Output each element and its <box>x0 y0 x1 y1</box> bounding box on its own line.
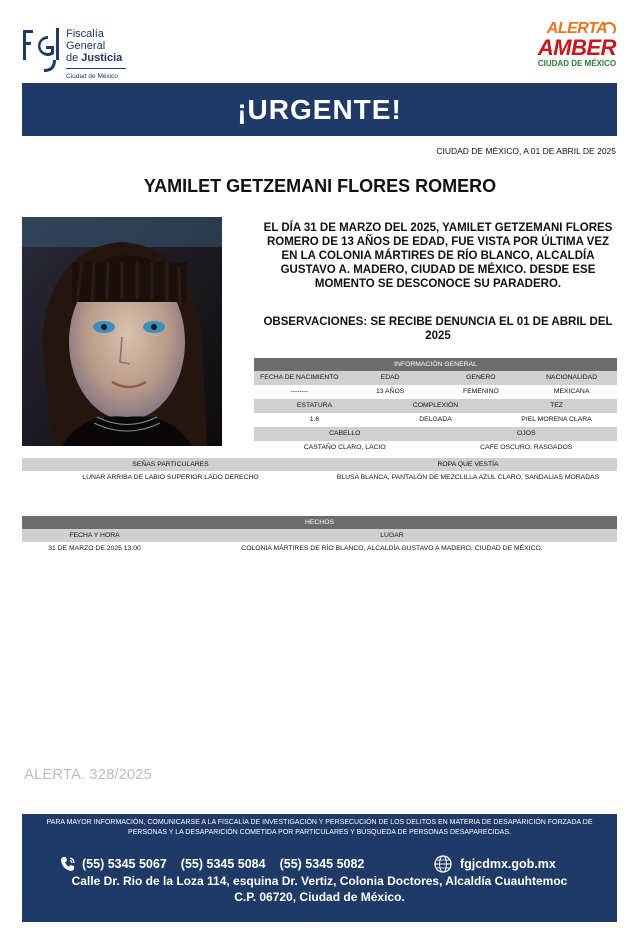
fgj-line1: Fiscalía <box>66 28 104 40</box>
marks-header: SEÑAS PARTICULARES <box>132 461 209 468</box>
amber-line3: CIUDAD DE MÉXICO <box>537 59 617 68</box>
table-row <box>254 427 617 441</box>
phone-icon <box>60 856 76 872</box>
skin-value: PIEL MORENA CLARA <box>521 416 592 423</box>
phone-3[interactable]: (55) 5345 5082 <box>279 857 365 871</box>
hair-header: CABELLO <box>329 430 361 437</box>
fgj-emblem-icon <box>22 26 62 76</box>
datetime-value: 31 DE MARZO DE 2025 13:00 <box>48 545 141 552</box>
birth-date-header: FECHA DE NACIMIENTO <box>260 374 339 381</box>
table-row <box>22 529 617 542</box>
missing-person-name: YAMILET GETZEMANI FLORES ROMERO <box>143 176 497 196</box>
hair-value: CASTAÑO CLARO, LACIO <box>303 444 386 451</box>
eyes-value: CAFE OSCURO, RASGADOS <box>480 444 573 451</box>
facts-table <box>22 516 617 555</box>
gender-header: GENERO <box>466 374 496 381</box>
contact-footer <box>22 814 617 922</box>
globe-icon <box>434 855 452 873</box>
age-header: EDAD <box>380 374 400 381</box>
phone-1[interactable]: (55) 5345 5067 <box>82 857 167 871</box>
banner-title: ¡URGENTE! <box>237 93 402 125</box>
footer-note: PARA MAYOR INFORMACIÓN, COMUNICARSE A LA FISCALÍA DE INVESTIGACIÓN Y PERSECUCIÓN DE LOS DELITOS EN MATERIA DE DESAPARICIÓN FORZADA DE PERSONAS Y LA DESAPARICIÓN COMETIDA POR PARTICULARES Y BÚSQUEDA DE PERSONAS DESAPARECIDAS. <box>46 819 593 836</box>
build-header: COMPLEXIÓN <box>412 402 459 409</box>
case-observations: OBSERVACIONES: SE RECIBE DENUNCIA EL 01 DE ABRIL DEL 2025 <box>263 316 613 342</box>
gender-value: FEMENINO <box>462 388 499 395</box>
table-row <box>254 441 617 455</box>
fgj-logo <box>22 24 152 78</box>
table-row <box>254 399 617 413</box>
place-header: LUGAR <box>380 532 404 539</box>
signal-arc-icon <box>602 22 616 36</box>
general-info-title: INFORMACIÓN GENERAL <box>254 358 617 371</box>
address-line1: Calle Dr. Rio de la Loza 114, esquina Dr. Vertiz, Colonia Doctores, Alcaldía Cuauhtemoc <box>71 874 568 888</box>
address <box>22 873 617 905</box>
marks-value: LUNAR ARRIBA DE LABIO SUPERIOR LADO DERECHO <box>82 474 259 481</box>
missing-person-photo <box>22 217 222 446</box>
table-row <box>254 371 617 385</box>
portrait-image <box>22 217 222 446</box>
fgj-wordmark <box>66 28 126 83</box>
alert-number: ALERTA. 328/2025 <box>24 766 152 783</box>
eyes-header: OJOS <box>516 430 536 437</box>
table-row <box>22 458 617 471</box>
table-row <box>254 385 617 399</box>
fgj-line2a: General <box>66 40 106 52</box>
website <box>434 855 556 873</box>
address-line2: C.P. 06720, Ciudad de México. <box>234 890 405 904</box>
table-row <box>22 471 617 484</box>
fgj-line2b-bold: Justicia <box>81 52 123 64</box>
alerta-amber-logo <box>532 20 622 78</box>
place-value: COLONIA MÁRTIRES DE RÍO BLANCO, ALCALDÍA GUSTAVO A MADERO, CIUDAD DE MÉXICO, <box>241 545 543 552</box>
phone-2[interactable]: (55) 5345 5084 <box>180 857 266 871</box>
table-row <box>22 542 617 555</box>
height-value: 1.6 <box>309 416 320 423</box>
fgj-line3: Ciudad de México <box>66 68 126 83</box>
phone-numbers <box>60 856 378 872</box>
fgj-line2b <box>66 52 126 64</box>
height-header: ESTATURA <box>296 402 333 409</box>
fgj-line2b-pre: de <box>66 52 82 64</box>
amber-line2: AMBER <box>537 35 617 60</box>
clothes-value: BLUSA BLANCA, PANTALÓN DE MEZCLILLA AZUL CLARO, SANDALIAS MORADAS <box>336 474 600 481</box>
birth-date-value: -------- <box>290 388 309 395</box>
date-line: CIUDAD DE MÉXICO, A 01 DE ABRIL DE 2025 <box>436 146 616 156</box>
clothes-header: ROPA QUE VESTÍA <box>437 461 499 468</box>
nationality-header: NACIONALIDAD <box>546 374 598 381</box>
urgent-banner <box>22 83 617 136</box>
table-row <box>254 413 617 427</box>
facts-title: HECHOS <box>22 516 617 529</box>
case-description: EL DÍA 31 DE MARZO DEL 2025, YAMILET GETZEMANI FLORES ROMERO DE 13 AÑOS DE EDAD, FUE VISTA POR ÚLTIMA VEZ EN LA COLONIA MÁRTIRES DE RÍO BLANCO, ALCALDÍA GUSTAVO A. MADERO, CIUDAD DE MÉXICO. DESDE ESE MOMENTO SE DESCONOCE SU PARADERO. <box>263 222 613 290</box>
nationality-value: MEXICANA <box>553 388 590 395</box>
website-link[interactable]: fgjcdmx.gob.mx <box>460 857 556 871</box>
datetime-header: FECHA Y HORA <box>69 532 120 539</box>
marks-table <box>22 458 617 484</box>
general-info-table <box>254 358 617 455</box>
amber-line1: ALERTA <box>546 20 608 37</box>
age-value: 13 AÑOS <box>375 388 405 395</box>
skin-header: TEZ <box>550 402 563 409</box>
build-value: DELGADA <box>419 416 452 423</box>
